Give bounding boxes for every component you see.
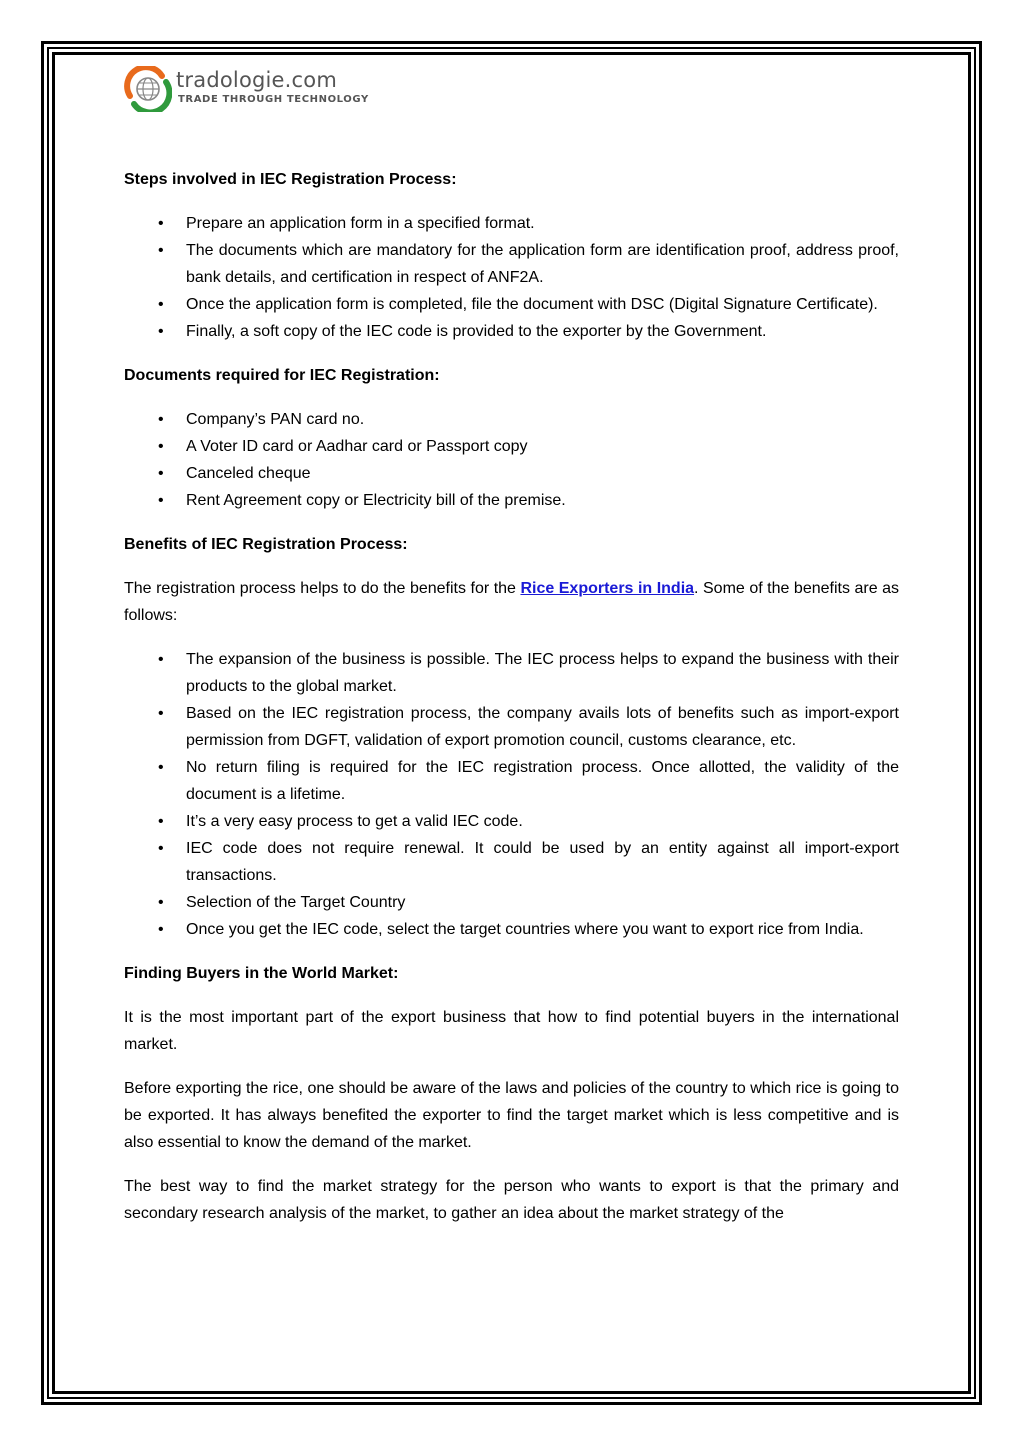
list-item: • Prepare an application form in a specified format.: [186, 210, 899, 237]
buyers-paragraph: It is the most important part of the export business that how to find potential buyers in the international market.: [124, 1009, 899, 1053]
list-item: • The expansion of the business is possible. The IEC process helps to expand the business with their products to the global market.: [186, 646, 899, 700]
list-item: • Once the application form is completed, file the document with DSC (Digital Signature Certificate).: [186, 291, 899, 318]
buyers-paragraph: The best way to find the market strategy for the person who wants to export is that the primary and secondary research analysis of the market, to gather an idea about the market strategy of the: [124, 1178, 899, 1222]
benefits-heading: Benefits of IEC Registration Process:: [124, 536, 408, 553]
benefits-intro-text-end: . Some of the benefits are as follows:: [124, 580, 900, 624]
benefits-intro-text: The registration process helps to do the benefits for the: [124, 580, 521, 597]
list-item: • IEC code does not require renewal. It could be used by an entity against all import-export transactions.: [186, 835, 899, 889]
list-item: • Once you get the IEC code, select the target countries where you want to export rice from India.: [186, 916, 899, 943]
list-item: • Finally, a soft copy of the IEC code is provided to the exporter by the Government.: [186, 318, 899, 345]
documents-list: [124, 406, 899, 514]
brand-tagline: TRADE THROUGH TECHNOLOGY: [178, 94, 369, 105]
brand-name: tradologie.com: [176, 68, 338, 92]
list-item: • A Voter ID card or Aadhar card or Passport copy: [186, 433, 899, 460]
list-item: • Canceled cheque: [186, 460, 899, 487]
list-item: • Rent Agreement copy or Electricity bill of the premise.: [186, 487, 899, 514]
list-item: • It’s a very easy process to get a valid IEC code.: [186, 808, 899, 835]
globe-logo-icon: [124, 66, 172, 112]
tradologie-logo: [124, 66, 369, 112]
buyers-paragraph: Before exporting the rice, one should be aware of the laws and policies of the country to which rice is going to be exported. It has always benefited the exporter to find the target market which is less competitive and is also essential to know the demand of the market.: [124, 1080, 899, 1151]
list-item: • Company’s PAN card no.: [186, 406, 899, 433]
document-body: [124, 166, 899, 1244]
buyers-heading: Finding Buyers in the World Market:: [124, 965, 399, 982]
steps-heading: Steps involved in IEC Registration Process:: [124, 171, 457, 188]
steps-list: [124, 210, 899, 345]
list-item: • Based on the IEC registration process, the company avails lots of benefits such as import-export permission from DGFT, validation of export promotion council, customs clearance, etc.: [186, 700, 899, 754]
rice-exporters-link[interactable]: Rice Exporters in India: [520, 580, 695, 597]
list-item: • Selection of the Target Country: [186, 889, 899, 916]
benefits-intro: [124, 575, 899, 629]
list-item: • The documents which are mandatory for the application form are identification proof, address proof, bank details, and certification in respect of ANF2A.: [186, 237, 899, 291]
list-item: • No return filing is required for the IEC registration process. Once allotted, the validity of the document is a lifetime.: [186, 754, 899, 808]
documents-heading: Documents required for IEC Registration:: [124, 367, 440, 384]
benefits-list: [124, 646, 899, 943]
